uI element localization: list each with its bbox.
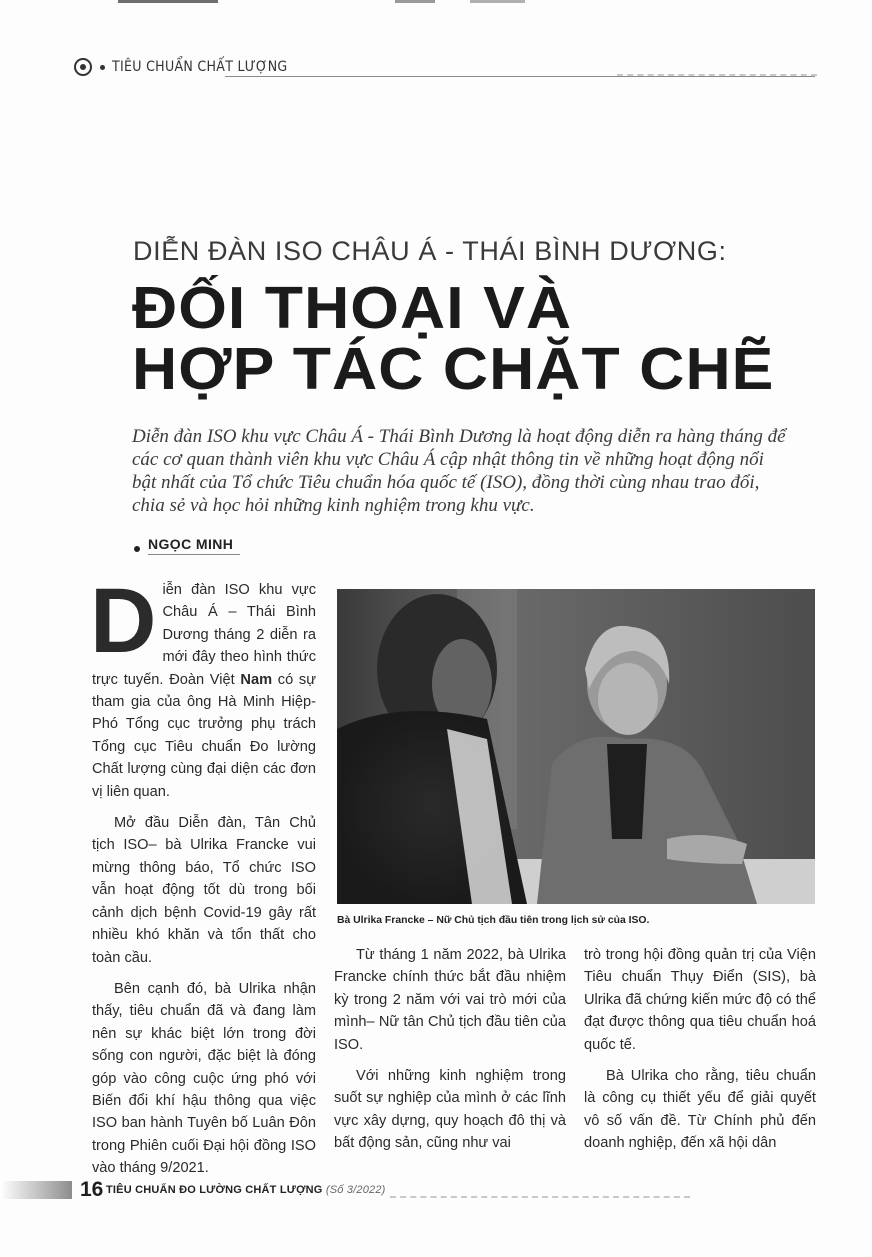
paragraph [90, 570, 316, 803]
footer-publication [106, 1184, 386, 1196]
article-kicker: DIỄN ĐÀN ISO CHÂU Á - THÁI BÌNH DƯƠNG: [133, 236, 727, 266]
target-icon [74, 58, 92, 76]
photo-caption: Bà Ulrika Francke – Nữ Chủ tịch đầu tiên trong lịch sử của ISO. [337, 915, 650, 926]
author-byline: NGỌC MINH [148, 536, 234, 552]
section-label: TIÊU CHUẨN CHẤT LƯỢNG [112, 59, 288, 75]
emphasis-text: Nam [240, 671, 273, 688]
paragraph-text: có sự tham gia của ông Hà Minh Hiệp- Phó Tổng cục trưởng phụ trách Tổng cục Tiêu chuẩn Đo lường Chất lượng cùng đại diện các đơn vị liên quan. [92, 671, 316, 800]
footer-dash-rule [390, 1196, 690, 1198]
paragraph: Từ tháng 1 năm 2022, bà Ulrika Francke chính thức bắt đầu nhiệm kỳ trong 2 năm với vai trò mới của mình– Nữ tân Chủ tịch đầu tiên của ISO. [334, 947, 566, 1053]
bullet-dot [100, 65, 105, 70]
paragraph-text: iễn đàn ISO khu vực Châu Á – Thái Bình Dương tháng 2 diễn ra mới đây theo hình thức trực tuyến. Đoàn Việt [92, 582, 316, 688]
top-decor-bar [395, 0, 435, 3]
byline-rule [148, 554, 240, 555]
footer-gradient-bar [0, 1181, 72, 1199]
paragraph: Bên cạnh đó, bà Ulrika nhận thấy, tiêu chuẩn đã và đang làm nên sự khác biệt lớn trong đời sống con người, đặc biệt là đóng góp vào công cuộc ứng phó với Biến đổi khí hậu thông qua việc ISO ban hành Tuyên bố Luân Đôn trong Phiên cuối Đại hội đồng ISO vào tháng 9/2021. [92, 980, 316, 1177]
page-number: 16 [80, 1178, 104, 1201]
paragraph: Bà Ulrika cho rằng, tiêu chuẩn là công cụ thiết yếu để giải quyết vô số vấn đề. Từ Chính phủ đến doanh nghiệp, đến xã hội dân [584, 1068, 816, 1152]
paragraph: trò trong hội đồng quản trị của Viện Tiêu chuẩn Thụy Điển (SIS), bà Ulrika đã chứng kiến mức độ có thể đạt được thông qua tiêu chuẩn hoá quốc tế. [584, 947, 816, 1053]
paragraph: Mở đầu Diễn đàn, Tân Chủ tịch ISO– bà Ulrika Francke vui mừng thông báo, Tổ chức ISO vẫn hoạt động tốt dù trong bối cảnh dịch bệnh Covid-19 gây rất nhiều khó khăn và tổn thất cho toàn cầu. [92, 815, 316, 966]
article-photo [337, 589, 815, 904]
title-line-2: HỢP TÁC CHẶT CHẼ [132, 336, 775, 402]
issue-number: (Số 3/2022) [325, 1184, 386, 1196]
article-lead: Diễn đàn ISO khu vực Châu Á - Thái Bình Dương là hoạt động diễn ra hàng tháng để các cơ quan thành viên khu vực Châu Á cập nhật thông tin về những hoạt động nổi bật nhất của Tổ chức Tiêu chuẩn hóa quốc tế (ISO), đồng thời cùng nhau trao đổi, chia sẻ và học hỏi những kinh nghiệm trong khu vực. [132, 426, 786, 516]
body-column-3 [584, 944, 816, 1164]
body-column-2 [334, 944, 566, 1164]
title-line-1: ĐỐI THOẠI VÀ [132, 275, 573, 341]
publication-name: TIÊU CHUẨN ĐO LƯỜNG CHẤT LƯỢNG [106, 1184, 323, 1196]
article-title [132, 275, 872, 402]
header-dash-rule [617, 74, 817, 79]
top-decor-bar [470, 0, 525, 3]
body-column-1 [90, 570, 316, 1189]
photo-illustration [337, 589, 815, 904]
drop-cap: D [90, 570, 157, 672]
paragraph: Với những kinh nghiệm trong suốt sự nghiệp của mình ở các lĩnh vực xây dựng, quy hoạch đô thị và bất động sản, cũng như vai [334, 1068, 566, 1152]
byline-bullet [134, 546, 140, 552]
top-decor-bar [118, 0, 218, 3]
